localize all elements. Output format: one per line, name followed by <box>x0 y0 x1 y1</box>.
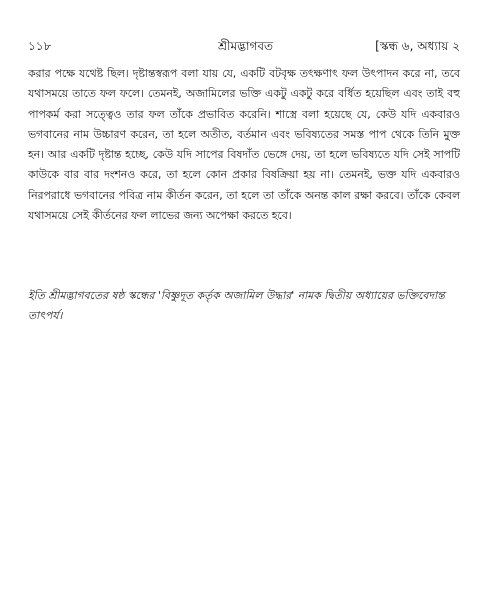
colophon-text: ইতি শ্রীমদ্ভাগবতের ষষ্ঠ স্কন্ধের 'বিষ্ণুদূত কর্তৃক অজামিল উদ্ধার' নামক দ্বিতীয় অধ্যায়ের ভক্তিবেদান্ত তাৎপর্য। <box>28 289 445 322</box>
page-header <box>28 38 460 56</box>
purport-body <box>28 64 460 226</box>
purport-paragraph: করার পক্ষে যথেষ্ট ছিল। দৃষ্টান্তস্বরূপ বলা যায় যে, একটি বটবৃক্ষ তৎক্ষণাৎ ফল উৎপাদন করে না, তবে যথাসময়ে তাতে ফল ফলে। তেমনই, অজামিলের ভক্তি একটু একটু করে বর্ধিত হয়েছিল এবং তাই বহু পাপকর্ম করা সত্ত্বেও তার ফল তাঁকে প্রভাবিত করেনি। শাস্ত্রে বলা হয়েছে যে, কেউ যদি একবারও ভগবানের নাম উচ্চারণ করেন, তা হলে অতীত, বর্তমান এবং ভবিষ্যতের সমস্ত পাপ থেকে তিনি মুক্ত হন। আর একটি দৃষ্টান্ত হচ্ছে, কেউ যদি সাপের বিষদাঁত ভেঙ্গে দেয়, তা হলে ভবিষ্যতে যদি সেই সাপটি কাউকে বার বার দংশনও করে, তা হলে কোন প্রকার বিষক্রিয়া হয় না। তেমনই, ভক্ত যদি একবারও নিরপরাধে ভগবানের পবিত্র নাম কীর্তন করেন, তা হলে তা তাঁকে অনন্ত কাল রক্ষা করবে। তাঁকে কেবল যথাসময়ে সেই কীর্তনের ফল লাভের জন্য অপেক্ষা করতে হবে। <box>28 67 460 223</box>
chapter-reference: [স্কন্ধ ৬, অধ্যায় ২ <box>375 39 460 53</box>
page-number: ১১৮ <box>28 39 52 53</box>
book-title: শ্রীমদ্ভাগবত <box>218 39 274 53</box>
chapter-colophon <box>28 286 460 326</box>
